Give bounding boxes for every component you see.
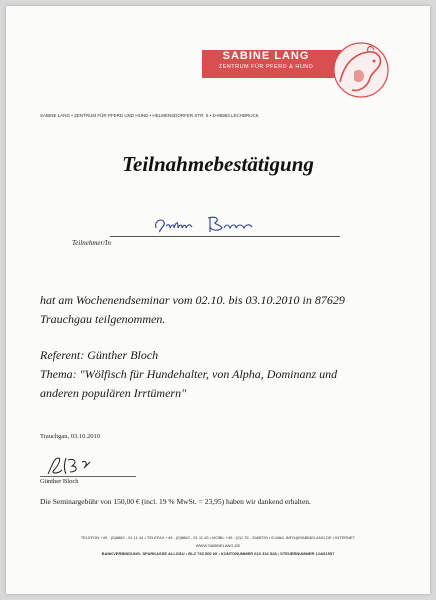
footer-bank-line: BANKVERBINDUNG: SPARKASSE ALLGÄU • BLZ 733 500 00 • KONTONUMMER 610 316 528 • STEUERNUMMER 124/61557	[101, 551, 335, 556]
logo-subtitle: ZENTRUM FÜR PFERD & HUND	[218, 64, 314, 70]
signature-line	[40, 476, 136, 477]
seminar-paragraph	[40, 291, 410, 329]
participant-name-line	[110, 236, 340, 237]
seminar-line-2: Trauchgau teilgenommen.	[40, 312, 166, 326]
footer-contact-line: TELEFON +49 - (0)8862 - 91 11 44 • TELEFAX +49 - (0)8862 - 91 11 45 • MOBIL +49 - (0)1 75 - 3988799 • E-MAIL INFO@SABINELANG.DE • INTERNET	[80, 535, 356, 540]
logo-name: SABINE LANG	[222, 50, 310, 62]
document-title: Teilnahmebestätigung	[122, 152, 314, 176]
place-date: Trauchgau, 03.10.2010	[40, 433, 101, 440]
referent-paragraph	[40, 346, 420, 403]
referent-signature	[38, 452, 138, 478]
letterhead-footer	[6, 534, 430, 558]
participant-label: Teilnehmer/In	[72, 239, 112, 247]
thema-line-1: Thema: "Wölfisch für Hundehalter, von Alpha, Dominanz und	[40, 367, 338, 381]
sabine-lang-logo	[202, 42, 392, 98]
sender-address-line: SABINE LANG • ZENTRUM FÜR PFERD UND HUND • HELMENSDORFER STR. 5 • D-86983 LECHBRUCK	[40, 113, 259, 118]
participant-signature	[152, 212, 272, 236]
certificate-page	[6, 6, 430, 594]
footer-website-line: WWW.SABINELANG.DE	[195, 543, 241, 548]
referent-line: Referent: Günther Bloch	[40, 348, 159, 362]
fee-statement: Die Seminargebühr von 150,00 € (incl. 19 % MwSt. = 23,95) haben wir dankend erhalten.	[40, 497, 311, 506]
thema-line-2: anderen populären Irrtümern"	[40, 386, 187, 400]
signer-name: Günther Bloch	[40, 478, 79, 485]
seminar-line-1: hat am Wochenendseminar vom 02.10. bis 03.10.2010 in 87629	[40, 293, 345, 307]
horse-dog-head-icon	[330, 42, 392, 98]
